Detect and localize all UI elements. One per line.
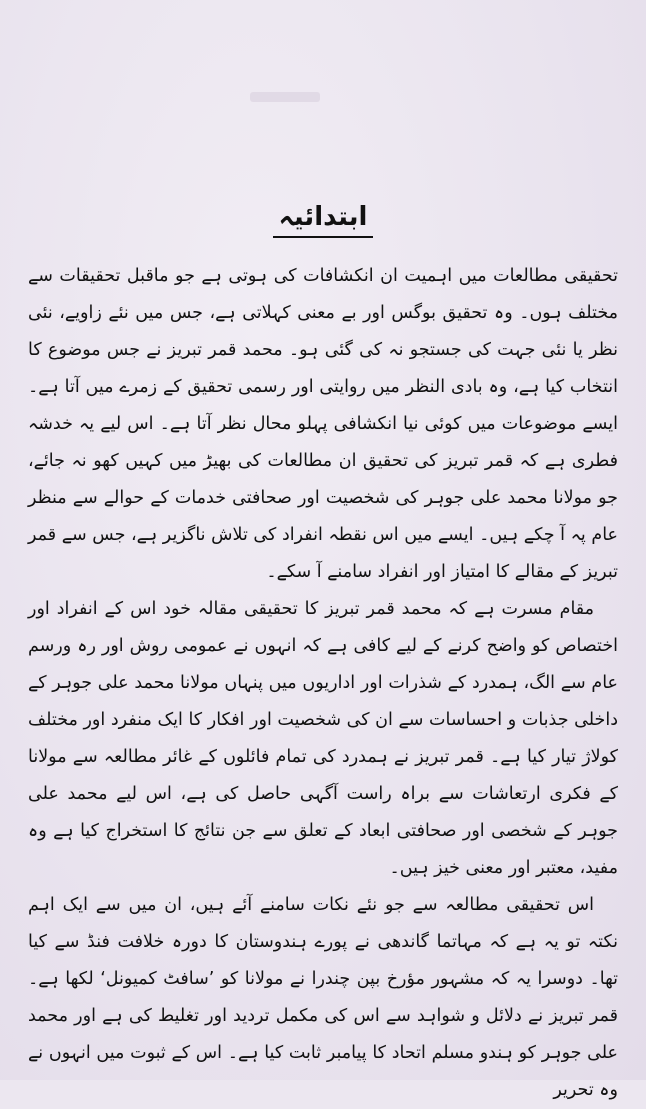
faint-show-through-mark — [250, 92, 320, 102]
body-text — [28, 258, 618, 1109]
heading-container — [0, 200, 646, 238]
page-heading: ابتدائیہ — [273, 200, 374, 238]
paragraph-2: مقام مسرت ہے کہ محمد قمر تبریز کا تحقیقی مقالہ خود اس کے انفراد اور اختصاص کو واضح کرنے کے لیے کافی ہے کہ انہوں نے عمومی روش اور رہ ورسم عام سے الگ، ہمدرد کے شذرات اور اداریوں میں پنہاں مولانا محمد علی جوہر کے داخلی جذبات و احساسات سے ان کی شخصیت اور افکار کا ایک منفرد اور مختلف کولاژ تیار کیا ہے۔ قمر تبریز نے ہمدرد کی تمام فائلوں کے غائر مطالعہ سے مولانا کے فکری ارتعاشات سے براہ راست آگہی حاصل کی ہے، اس لیے محمد علی جوہر کے شخصی اور صحافتی ابعاد کے تعلق سے جن نتائج کا استخراج کیا ہے وہ مفید، معتبر اور معنی خیز ہیں۔ — [28, 599, 618, 878]
paragraph-3: اس تحقیقی مطالعہ سے جو نئے نکات سامنے آئے ہیں، ان میں سے ایک اہم نکتہ تو یہ ہے کہ مہاتما گاندھی نے پورے ہندوستان کا دورہ خلافت فنڈ سے کیا تھا۔ دوسرا یہ کہ مشہور مؤرخ بپن چندرا نے مولانا کو ’سافٹ کمیونل‘ لکھا ہے۔ قمر تبریز نے دلائل و شواہد سے اس کی مکمل تردید اور تغلیط کی ہے اور محمد علی جوہر کو ہندو مسلم اتحاد کا پیامبر ثابت کیا ہے۔ اس کے ثبوت میں انہوں نے وہ تحریر — [28, 895, 618, 1100]
paragraph-1: تحقیقی مطالعات میں اہمیت ان انکشافات کی ہوتی ہے جو ماقبل تحقیقات سے مختلف ہوں۔ وہ تحقیق بوگس اور بے معنی کہلاتی ہے، جس میں نئے زاویے، نئی نظر یا نئی جہت کی جستجو نہ کی گئی ہو۔ محمد قمر تبریز نے جس موضوع کا انتخاب کیا ہے، وہ بادی النظر میں روایتی اور رسمی تحقیق کے زمرے میں آتا ہے۔ ایسے موضوعات میں کوئی نیا انکشافی پہلو محال نظر آتا ہے۔ اس لیے یہ خدشہ فطری ہے کہ قمر تبریز کی تحقیق ان مطالعات کی بھیڑ میں کہیں کھو نہ جائے، جو مولانا محمد علی جوہر کی شخصیت اور صحافتی خدمات کے حوالے سے منظر عام پہ آ چکے ہیں۔ ایسے میں اس نقطہ انفراد کی تلاش ناگزیر ہے، جس سے قمر تبریز کے مقالے کا امتیاز اور انفراد سامنے آ سکے۔ — [28, 266, 618, 582]
